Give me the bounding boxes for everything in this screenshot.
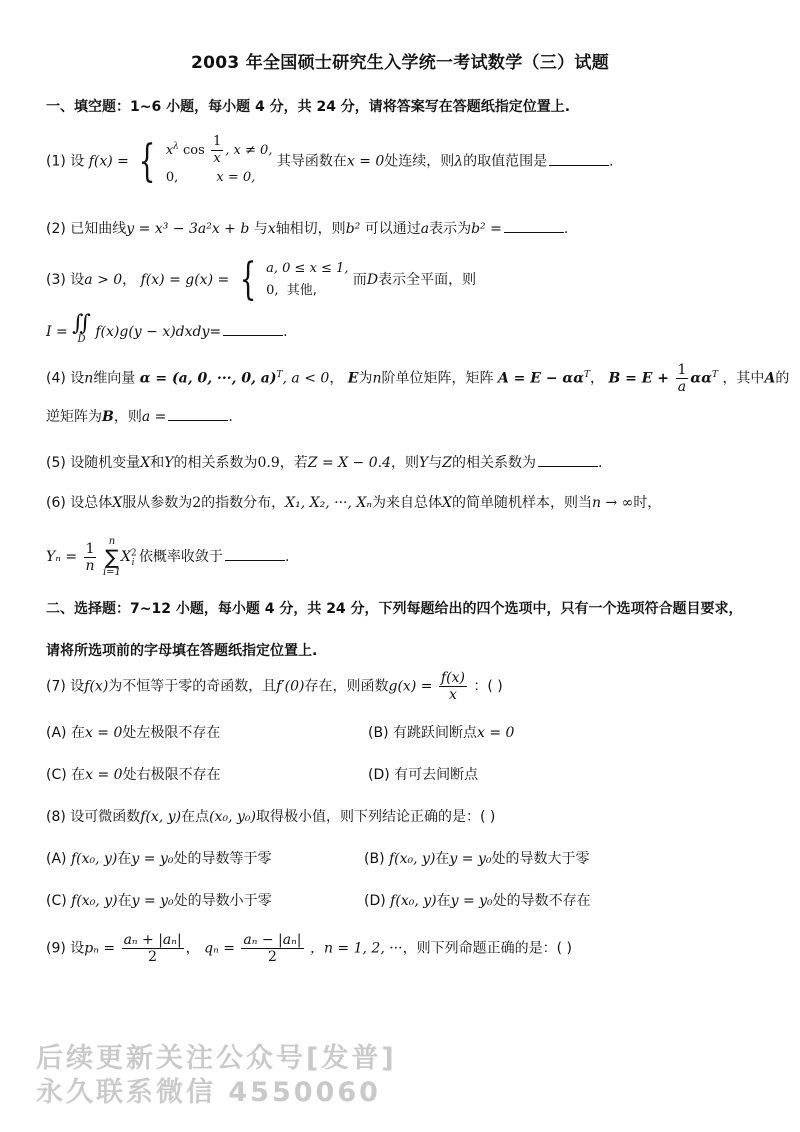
q6-answer-blank[interactable] [225, 546, 285, 561]
q9-qn-frac: $\frac{\text{aₙ − |aₙ|}}{2}$ [243, 932, 302, 965]
question-4: (4) 设n维向量 α = (a, 0, ···, 0, a)$^T$, a < 0， E为n阶单位矩阵，矩阵 $A = E - \alpha\alpha^T$， B = E + $\frac{1}{a}$ $\alpha\alpha^T$ ，其中A的 [46, 362, 790, 395]
q1-answer-blank[interactable] [549, 151, 609, 166]
q1-brace: { [138, 135, 156, 187]
section-1-heading: 一、填空题：1~6 小题，每小题 4 分，共 24 分，请将答案写在答题纸指定位置上. [46, 99, 571, 115]
q3-answer-blank[interactable] [223, 321, 283, 336]
question-5: (5) 设随机变量X和Y的相关系数为0.9，若Z = X − 0.4，则Y与Z的相关系数为 . [46, 452, 766, 472]
q5-answer-blank[interactable] [538, 452, 598, 467]
q9-pn-frac: $\frac{\text{aₙ + |aₙ|}}{2}$ [123, 932, 182, 965]
q4-answer-blank[interactable] [168, 406, 228, 421]
q7-option-c[interactable]: (C) 在x = 0处右极限不存在 [46, 767, 221, 783]
question-8: (8) 设可微函数f(x, y)在点(x₀, y₀)取得极小值，则下列结论正确的是：( ) [46, 809, 496, 825]
q1-cases: $x^\lambda$ cos $\frac{1}{x}$ , x ≠ 0, 0, x = 0, [165, 134, 273, 185]
section-2-heading-line2: 请将所选项前的字母填在答题纸指定位置上. [46, 643, 318, 659]
q7-option-a[interactable]: (A) 在x = 0处左极限不存在 [46, 725, 221, 741]
question-2: (2) 已知曲线y = x³ − 3a²x + b 与x轴相切，则b² 可以通过a表示为b² = . [46, 218, 766, 238]
q8-option-a[interactable]: (A) f(x₀, y)在y = y₀处的导数等于零 [46, 851, 272, 867]
double-integral-sign: ∬ [72, 311, 91, 336]
q7-option-d[interactable]: (D) 有可去间断点 [368, 767, 479, 783]
watermark-line-2: 永久联系微信 4550060 [36, 1077, 381, 1108]
q3-cases: a, 0 ≤ x ≤ 1, 0, 其他, [266, 261, 349, 298]
q8-option-c[interactable]: (C) f(x₀, y)在y = y₀处的导数小于零 [46, 893, 272, 909]
q1-fx: f(x) = [88, 153, 129, 170]
question-9: (9) 设pₙ = $\frac{\text{aₙ + |aₙ|}}{2}$ ， qₙ = $\frac{\text{aₙ − |aₙ|}}{2}$ ，n = 1, 2, ···，则下列命题正确的是：( ) [46, 932, 572, 965]
question-1: (1) 设 f(x) = { $x^\lambda$ cos $\frac{1}{x}$ , x ≠ 0, 0, x = 0, 其导函数在x = 0处连续，则λ的取值范围是 . [46, 134, 766, 189]
q2-answer-blank[interactable] [504, 218, 564, 233]
q7-option-b[interactable]: (B) 有跳跃间断点x = 0 [368, 725, 515, 741]
section-2-heading: 二、选择题：7~12 小题，每小题 4 分，共 24 分，下列每题给出的四个选项中，只有一个选项符合题目要求， [46, 601, 743, 617]
q8-option-d[interactable]: (D) f(x₀, y)在y = y₀处的导数不存在 [364, 893, 591, 909]
question-6-line2: Yₙ = $\frac{1}{n}$ n ∑ $i=1X^2_i$ 依概率收敛于 . [46, 536, 290, 578]
page-title: 2003 年全国硕士研究生入学统一考试数学（三）试题 [190, 53, 610, 73]
question-3: (3) 设a > 0， f(x) = g(x) = { a, 0 ≤ x ≤ 1, 0, 其他, 而D表示全平面，则 [46, 254, 477, 305]
question-7: (7) 设f(x)为不恒等于零的奇函数，且f′(0)存在，则函数g(x) = $\frac{f(x)}{x}$ ：( ) [46, 670, 503, 703]
q4-frac: $\frac{1}{a}$ [677, 362, 687, 395]
question-3-integral: I = ∬ D f(x)g(y − x)dxdy= . [46, 311, 288, 345]
question-6: (6) 设总体X服从参数为2的指数分布，X₁, X₂, ···, Xₙ为来自总体X的简单随机样本，则当n → ∞时， [46, 495, 662, 511]
q3-brace: { [239, 254, 257, 305]
summation-sign: n ∑ i=1 [102, 536, 121, 578]
q1-frac: $\frac{1}{x}$ [212, 134, 222, 166]
q8-option-b[interactable]: (B) f(x₀, y)在y = y₀处的导数大于零 [364, 851, 590, 867]
watermark-line-1: 后续更新关注公众号[发普] [36, 1043, 397, 1074]
q6-frac: $\frac{1}{n}$ [85, 540, 95, 574]
question-4-line2: 逆矩阵为B，则a = . [46, 406, 766, 426]
q7-frac: $\frac{f(x)}{x}$ [440, 670, 465, 703]
